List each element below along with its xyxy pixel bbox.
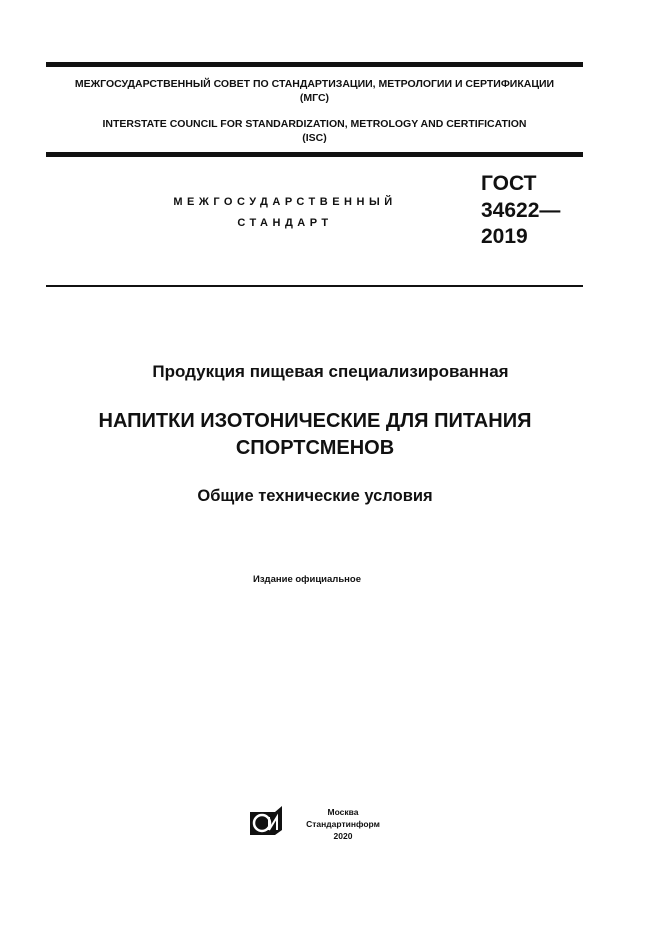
council-ru-abbr: (МГС) bbox=[299, 92, 330, 104]
title-category: Продукция пищевая специализированная bbox=[152, 362, 509, 381]
title-main-line2: СПОРТСМЕНОВ bbox=[235, 437, 395, 459]
publisher-logo bbox=[249, 805, 283, 836]
publisher-info bbox=[300, 806, 386, 842]
title-main-line1: НАПИТКИ ИЗОТОНИЧЕСКИЕ ДЛЯ ПИТАНИЯ bbox=[98, 410, 532, 432]
gost-number: 34622— bbox=[481, 198, 561, 222]
standard-type bbox=[150, 192, 420, 234]
title-main bbox=[0, 408, 630, 462]
edition-note: Издание официальное bbox=[253, 574, 361, 585]
middle-rule bbox=[46, 152, 583, 157]
council-ru bbox=[46, 77, 583, 105]
council-ru-name: МЕЖГОСУДАРСТВЕННЫЙ СОВЕТ ПО СТАНДАРТИЗАЦИИ, МЕТРОЛОГИИ И СЕРТИФИКАЦИИ bbox=[74, 78, 555, 90]
gost-prefix: ГОСТ bbox=[481, 172, 537, 195]
publisher-city: Москва bbox=[327, 807, 359, 817]
standard-type-line2: СТАНДАРТ bbox=[237, 217, 333, 229]
council-en-name: INTERSTATE COUNCIL FOR STANDARDIZATION, METROLOGY AND CERTIFICATION bbox=[102, 118, 527, 130]
standard-type-line1: МЕЖГОСУДАРСТВЕННЫЙ bbox=[173, 196, 397, 208]
gost-year: 2019 bbox=[481, 225, 528, 248]
gost-designation bbox=[481, 171, 560, 251]
council-en-abbr: (ISC) bbox=[302, 132, 327, 144]
bottom-rule bbox=[46, 285, 583, 287]
title-subtitle: Общие технические условия bbox=[197, 487, 433, 505]
publisher-year: 2020 bbox=[333, 831, 353, 841]
top-rule bbox=[46, 62, 583, 67]
publisher-name: Стандартинформ bbox=[306, 819, 380, 829]
council-en bbox=[46, 117, 583, 145]
